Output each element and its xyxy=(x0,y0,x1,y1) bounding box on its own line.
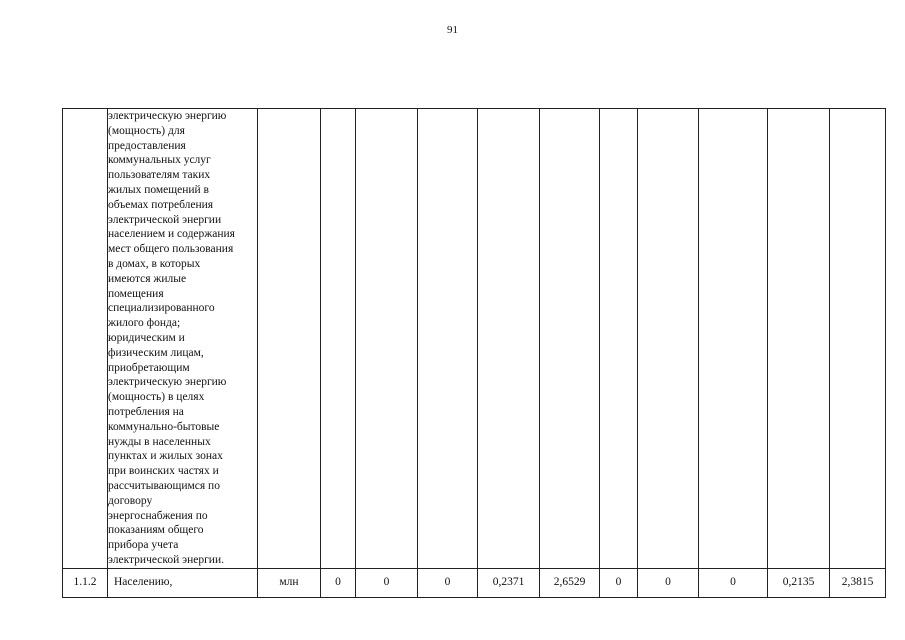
row-value: 0 xyxy=(600,568,638,597)
value-cell xyxy=(418,109,478,569)
value-cell xyxy=(600,109,638,569)
row-value: 0 xyxy=(638,568,699,597)
row-unit: млн xyxy=(258,568,321,597)
row-value: 2,6529 xyxy=(540,568,600,597)
value-cell xyxy=(478,109,540,569)
value-cell xyxy=(356,109,418,569)
row-code: 1.1.2 xyxy=(63,568,108,597)
tariff-table xyxy=(62,108,886,598)
row-value: 0 xyxy=(699,568,768,597)
table-row-1-1-2 xyxy=(63,568,886,597)
value-cell xyxy=(321,109,356,569)
row-value: 0 xyxy=(356,568,418,597)
code-cell xyxy=(63,109,108,569)
value-cell xyxy=(638,109,699,569)
row-value: 0,2135 xyxy=(768,568,830,597)
value-cell xyxy=(540,109,600,569)
row-value: 0,2371 xyxy=(478,568,540,597)
row-value: 0 xyxy=(321,568,356,597)
description-cell: электрическую энергию (мощность) для предоставления коммунальных услуг пользователям таких жилых помещений в объемах потребления электрической энергии населением и содержания мест общего пользования в домах, в которых имеются жилые помещения специализированного жилого фонда; юридическим и физическим лицам, приобретающим электрическую энергию (мощность) в целях потребления на коммунально-бытовые нужды в населенных пунктах и жилых зонах при воинских частях и рассчитывающимся по договору энергоснабжения по показаниям общего прибора учета электрической энергии. xyxy=(108,109,258,569)
row-label: Населению, xyxy=(108,568,258,597)
row-value: 0 xyxy=(418,568,478,597)
value-cell xyxy=(699,109,768,569)
page-number: 91 xyxy=(447,24,458,36)
row-value: 2,3815 xyxy=(830,568,886,597)
unit-cell xyxy=(258,109,321,569)
value-cell xyxy=(768,109,830,569)
value-cell xyxy=(830,109,886,569)
table-row-continued xyxy=(63,109,886,569)
